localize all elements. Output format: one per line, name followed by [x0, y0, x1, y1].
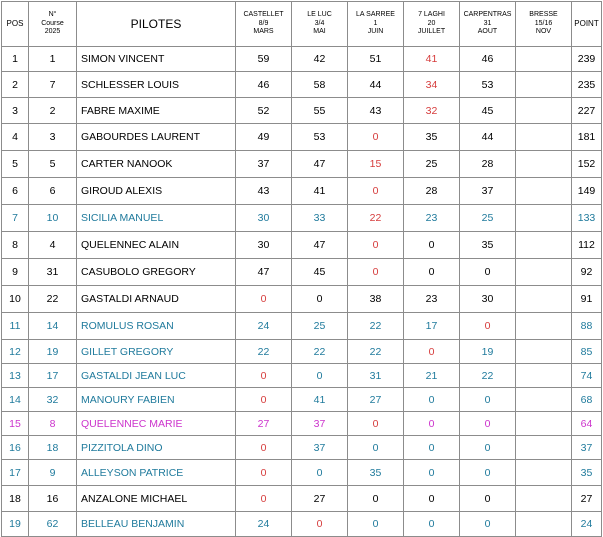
- race-score-cell: 0: [348, 486, 404, 512]
- pilot-name-cell: CASUBOLO GREGORY: [77, 259, 236, 286]
- race-score-cell: 0: [348, 232, 404, 259]
- race-score-cell: 52: [236, 98, 292, 124]
- header-race-line: BRESSE: [529, 11, 558, 19]
- race-score-cell: 23: [404, 205, 460, 232]
- race-score-cell: 27: [236, 412, 292, 436]
- race-score-cell: 46: [236, 72, 292, 98]
- pilot-name-cell: SICILIA MANUEL: [77, 205, 236, 232]
- race-score-cell: 22: [348, 340, 404, 364]
- table-row: [2, 364, 602, 388]
- pilot-name-cell: QUELENNEC MARIE: [77, 412, 236, 436]
- table-row: [2, 151, 602, 178]
- total-points-cell: 92: [572, 259, 602, 286]
- table-row: [2, 436, 602, 460]
- pos-cell: 16: [2, 436, 29, 460]
- pilot-name-cell: GASTALDI ARNAUD: [77, 286, 236, 313]
- race-score-cell: 0: [404, 436, 460, 460]
- race-score-cell: 0: [460, 313, 516, 340]
- course-number-cell: 4: [29, 232, 77, 259]
- header-race-line: MARS: [253, 28, 274, 36]
- race-score-cell: 35: [460, 232, 516, 259]
- race-score-cell: 44: [460, 124, 516, 151]
- race-score-cell: 22: [292, 340, 348, 364]
- race-score-cell: 0: [404, 512, 460, 537]
- race-score-cell: 37: [460, 178, 516, 205]
- course-number-cell: 6: [29, 178, 77, 205]
- pos-cell: 3: [2, 98, 29, 124]
- pos-cell: 4: [2, 124, 29, 151]
- pos-cell: 6: [2, 178, 29, 205]
- pilot-name-cell: ANZALONE MICHAEL: [77, 486, 236, 512]
- race-score-cell: 31: [348, 364, 404, 388]
- race-score-cell: 0: [460, 512, 516, 537]
- race-score-cell: 38: [348, 286, 404, 313]
- header-race-la-sarree: [348, 2, 404, 47]
- pos-cell: 2: [2, 72, 29, 98]
- race-score-cell: [516, 124, 572, 151]
- race-score-cell: [516, 98, 572, 124]
- pos-cell: 1: [2, 47, 29, 72]
- race-score-cell: 0: [460, 460, 516, 486]
- course-number-cell: 62: [29, 512, 77, 537]
- course-number-cell: 3: [29, 124, 77, 151]
- header-race-line: AOUT: [477, 28, 498, 36]
- total-points-cell: 239: [572, 47, 602, 72]
- race-score-cell: 0: [236, 286, 292, 313]
- race-score-cell: [516, 340, 572, 364]
- race-score-cell: 49: [236, 124, 292, 151]
- header-row: [2, 2, 602, 47]
- header-race-line: 3/4: [314, 19, 325, 27]
- pilot-name-cell: GIROUD ALEXIS: [77, 178, 236, 205]
- header-race-line: 15/16: [534, 19, 553, 27]
- race-score-cell: 53: [460, 72, 516, 98]
- total-points-cell: 152: [572, 151, 602, 178]
- header-pilotes: PILOTES: [77, 2, 236, 47]
- header-race-bresse: [516, 2, 572, 47]
- header-pos: POS: [2, 2, 29, 47]
- header-race-line: 1: [373, 19, 378, 27]
- course-number-cell: 7: [29, 72, 77, 98]
- race-score-cell: 37: [292, 436, 348, 460]
- race-score-cell: 0: [348, 259, 404, 286]
- race-score-cell: 30: [460, 286, 516, 313]
- race-score-cell: 43: [348, 98, 404, 124]
- pilot-name-cell: BELLEAU BENJAMIN: [77, 512, 236, 537]
- course-number-cell: 9: [29, 460, 77, 486]
- header-race-line: NOV: [535, 28, 552, 36]
- race-score-cell: 45: [460, 98, 516, 124]
- race-score-cell: 0: [460, 412, 516, 436]
- race-score-cell: 47: [236, 259, 292, 286]
- race-score-cell: 0: [404, 486, 460, 512]
- pos-cell: 5: [2, 151, 29, 178]
- race-score-cell: 0: [404, 340, 460, 364]
- pos-cell: 12: [2, 340, 29, 364]
- race-score-cell: 0: [460, 486, 516, 512]
- header-race-line: LE LUC: [307, 11, 332, 19]
- header-race-line: 8/9: [258, 19, 269, 27]
- race-score-cell: 51: [348, 47, 404, 72]
- race-score-cell: 41: [404, 47, 460, 72]
- race-score-cell: [516, 259, 572, 286]
- race-score-cell: 0: [460, 436, 516, 460]
- race-score-cell: 0: [236, 436, 292, 460]
- race-score-cell: 33: [292, 205, 348, 232]
- table-row: [2, 486, 602, 512]
- race-score-cell: 0: [404, 259, 460, 286]
- race-score-cell: 47: [292, 151, 348, 178]
- header-race-line: 20: [427, 19, 436, 27]
- header-race-line: MAI: [313, 28, 326, 36]
- race-score-cell: [516, 486, 572, 512]
- total-points-cell: 181: [572, 124, 602, 151]
- course-number-cell: 1: [29, 47, 77, 72]
- race-score-cell: 43: [236, 178, 292, 205]
- header-race-le-luc: [292, 2, 348, 47]
- total-points-cell: 24: [572, 512, 602, 537]
- race-score-cell: [516, 232, 572, 259]
- total-points-cell: 133: [572, 205, 602, 232]
- race-score-cell: 47: [292, 232, 348, 259]
- race-score-cell: 0: [236, 364, 292, 388]
- race-score-cell: 21: [404, 364, 460, 388]
- race-score-cell: 0: [348, 178, 404, 205]
- total-points-cell: 68: [572, 388, 602, 412]
- race-score-cell: 28: [404, 178, 460, 205]
- race-score-cell: 30: [236, 232, 292, 259]
- race-score-cell: 24: [236, 512, 292, 537]
- race-score-cell: 41: [292, 388, 348, 412]
- race-score-cell: [516, 436, 572, 460]
- race-score-cell: 22: [348, 313, 404, 340]
- race-score-cell: 30: [236, 205, 292, 232]
- header-race-line: JUILLET: [417, 28, 446, 36]
- pilot-name-cell: FABRE MAXIME: [77, 98, 236, 124]
- race-score-cell: 0: [348, 124, 404, 151]
- race-score-cell: 46: [460, 47, 516, 72]
- race-score-cell: [516, 286, 572, 313]
- header-course-line-2: Course: [41, 19, 64, 27]
- total-points-cell: 35: [572, 460, 602, 486]
- header-course-line-3: 2025: [44, 28, 61, 36]
- race-score-cell: 37: [292, 412, 348, 436]
- pos-cell: 13: [2, 364, 29, 388]
- course-number-cell: 16: [29, 486, 77, 512]
- race-score-cell: 0: [404, 388, 460, 412]
- header-race-line: 7 LAGHI: [418, 11, 445, 19]
- race-score-cell: 15: [348, 151, 404, 178]
- table-row: [2, 259, 602, 286]
- pos-cell: 10: [2, 286, 29, 313]
- race-score-cell: [516, 72, 572, 98]
- course-number-cell: 19: [29, 340, 77, 364]
- race-score-cell: 25: [460, 205, 516, 232]
- race-score-cell: 0: [292, 286, 348, 313]
- total-points-cell: 235: [572, 72, 602, 98]
- race-score-cell: 23: [404, 286, 460, 313]
- race-score-cell: 28: [460, 151, 516, 178]
- header-race-7-laghi: [404, 2, 460, 47]
- race-score-cell: 25: [404, 151, 460, 178]
- pos-cell: 18: [2, 486, 29, 512]
- header-point: POINT: [572, 2, 602, 47]
- table-row: [2, 512, 602, 537]
- race-score-cell: 32: [404, 98, 460, 124]
- table-row: [2, 178, 602, 205]
- table-row: [2, 205, 602, 232]
- race-score-cell: [516, 460, 572, 486]
- race-score-cell: 0: [292, 512, 348, 537]
- total-points-cell: 88: [572, 313, 602, 340]
- total-points-cell: 27: [572, 486, 602, 512]
- pilot-name-cell: SIMON VINCENT: [77, 47, 236, 72]
- race-score-cell: 24: [236, 313, 292, 340]
- race-score-cell: 0: [460, 388, 516, 412]
- race-score-cell: [516, 512, 572, 537]
- race-score-cell: 58: [292, 72, 348, 98]
- total-points-cell: 64: [572, 412, 602, 436]
- race-score-cell: 37: [236, 151, 292, 178]
- table-row: [2, 412, 602, 436]
- course-number-cell: 22: [29, 286, 77, 313]
- race-score-cell: [516, 151, 572, 178]
- pos-cell: 8: [2, 232, 29, 259]
- standings-body: [2, 47, 602, 537]
- total-points-cell: 149: [572, 178, 602, 205]
- total-points-cell: 91: [572, 286, 602, 313]
- header-race-line: CASTELLET: [243, 11, 284, 19]
- race-score-cell: 59: [236, 47, 292, 72]
- race-score-cell: 0: [348, 412, 404, 436]
- pos-cell: 9: [2, 259, 29, 286]
- table-row: [2, 72, 602, 98]
- pilot-name-cell: GILLET GREGORY: [77, 340, 236, 364]
- pos-cell: 19: [2, 512, 29, 537]
- table-row: [2, 313, 602, 340]
- race-score-cell: 17: [404, 313, 460, 340]
- race-score-cell: 22: [460, 364, 516, 388]
- header-race-castellet: [236, 2, 292, 47]
- pilot-name-cell: CARTER NANOOK: [77, 151, 236, 178]
- race-score-cell: 0: [236, 388, 292, 412]
- race-score-cell: 27: [292, 486, 348, 512]
- race-score-cell: [516, 313, 572, 340]
- pilot-name-cell: QUELENNEC ALAIN: [77, 232, 236, 259]
- race-score-cell: 35: [404, 124, 460, 151]
- table-row: [2, 98, 602, 124]
- pos-cell: 15: [2, 412, 29, 436]
- race-score-cell: 35: [348, 460, 404, 486]
- race-score-cell: [516, 412, 572, 436]
- table-row: [2, 286, 602, 313]
- course-number-cell: 8: [29, 412, 77, 436]
- table-row: [2, 232, 602, 259]
- pilot-name-cell: ALLEYSON PATRICE: [77, 460, 236, 486]
- header-race-line: JUIN: [367, 28, 384, 36]
- race-score-cell: 55: [292, 98, 348, 124]
- pilot-name-cell: ROMULUS ROSAN: [77, 313, 236, 340]
- race-score-cell: 19: [460, 340, 516, 364]
- race-score-cell: 0: [460, 259, 516, 286]
- course-number-cell: 14: [29, 313, 77, 340]
- race-score-cell: [516, 388, 572, 412]
- total-points-cell: 37: [572, 436, 602, 460]
- race-score-cell: 0: [404, 460, 460, 486]
- table-row: [2, 388, 602, 412]
- race-score-cell: 0: [292, 364, 348, 388]
- race-score-cell: [516, 364, 572, 388]
- race-score-cell: 0: [236, 486, 292, 512]
- race-score-cell: 0: [236, 460, 292, 486]
- table-row: [2, 340, 602, 364]
- header-race-line: 31: [483, 19, 492, 27]
- course-number-cell: 5: [29, 151, 77, 178]
- course-number-cell: 2: [29, 98, 77, 124]
- race-score-cell: 34: [404, 72, 460, 98]
- race-score-cell: 42: [292, 47, 348, 72]
- race-score-cell: 0: [348, 436, 404, 460]
- course-number-cell: 18: [29, 436, 77, 460]
- race-score-cell: 44: [348, 72, 404, 98]
- standings-table: [1, 1, 602, 537]
- race-score-cell: [516, 47, 572, 72]
- header-course-number: [29, 2, 77, 47]
- table-row: [2, 124, 602, 151]
- total-points-cell: 112: [572, 232, 602, 259]
- pos-cell: 7: [2, 205, 29, 232]
- pos-cell: 11: [2, 313, 29, 340]
- course-number-cell: 31: [29, 259, 77, 286]
- race-score-cell: 27: [348, 388, 404, 412]
- header-race-carpentras: [460, 2, 516, 47]
- race-score-cell: 22: [348, 205, 404, 232]
- race-score-cell: 45: [292, 259, 348, 286]
- race-score-cell: 0: [348, 512, 404, 537]
- pos-cell: 14: [2, 388, 29, 412]
- table-row: [2, 47, 602, 72]
- header-course-line-1: N°: [48, 11, 57, 19]
- pilot-name-cell: MANOURY FABIEN: [77, 388, 236, 412]
- pilot-name-cell: PIZZITOLA DINO: [77, 436, 236, 460]
- race-score-cell: [516, 205, 572, 232]
- total-points-cell: 85: [572, 340, 602, 364]
- race-score-cell: 41: [292, 178, 348, 205]
- race-score-cell: 25: [292, 313, 348, 340]
- course-number-cell: 10: [29, 205, 77, 232]
- course-number-cell: 17: [29, 364, 77, 388]
- pilot-name-cell: SCHLESSER LOUIS: [77, 72, 236, 98]
- race-score-cell: 0: [292, 460, 348, 486]
- race-score-cell: 53: [292, 124, 348, 151]
- course-number-cell: 32: [29, 388, 77, 412]
- race-score-cell: 0: [404, 412, 460, 436]
- race-score-cell: [516, 178, 572, 205]
- pos-cell: 17: [2, 460, 29, 486]
- header-race-line: CARPENTRAS: [463, 11, 512, 19]
- total-points-cell: 227: [572, 98, 602, 124]
- pilot-name-cell: GASTALDI JEAN LUC: [77, 364, 236, 388]
- race-score-cell: 22: [236, 340, 292, 364]
- total-points-cell: 74: [572, 364, 602, 388]
- race-score-cell: 0: [404, 232, 460, 259]
- pilot-name-cell: GABOURDES LAURENT: [77, 124, 236, 151]
- table-row: [2, 460, 602, 486]
- header-race-line: LA SARREE: [356, 11, 395, 19]
